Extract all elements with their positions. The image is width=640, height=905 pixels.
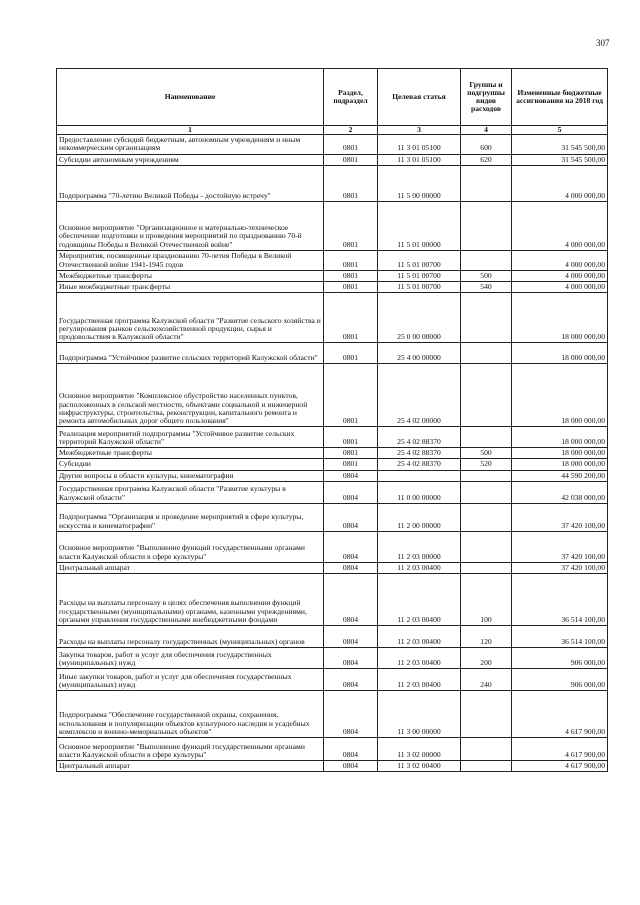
row-name: Государственная программа Калужской области "Развитие сельского хозяйства и регулирования рынков сельскохозяйственной продукции, сырья и продовольствия в Калужской области" xyxy=(57,293,324,343)
header-name: Наименование xyxy=(57,69,324,126)
row-group xyxy=(461,737,512,760)
row-section: 0804 xyxy=(324,562,378,573)
row-target: 25 4 02 00000 xyxy=(378,364,461,427)
row-name: Иные межбюджетные трансферты xyxy=(57,281,324,292)
row-group: 500 xyxy=(461,448,512,459)
row-name: Субсидии xyxy=(57,459,324,470)
table-row xyxy=(57,201,608,250)
row-name: Центральный аппарат xyxy=(57,562,324,573)
row-group: 500 xyxy=(461,270,512,281)
header-row xyxy=(57,69,608,126)
row-name: Другие вопросы в области культуры, кинематографии xyxy=(57,470,324,481)
row-amount: 4 000 000,00 xyxy=(512,281,608,292)
column-number: 4 xyxy=(461,126,512,135)
row-name: Расходы на выплаты персоналу государственных (муниципальных) органов xyxy=(57,625,324,647)
row-amount: 18 000 000,00 xyxy=(512,427,608,448)
row-name: Закупка товаров, работ и услуг для обеспечения государственных (муниципальных) нужд xyxy=(57,647,324,668)
row-group xyxy=(461,364,512,427)
row-section: 0801 xyxy=(324,293,378,343)
row-section: 0804 xyxy=(324,690,378,737)
row-amount: 18 000 000,00 xyxy=(512,459,608,470)
table-row xyxy=(57,531,608,562)
row-section: 0804 xyxy=(324,481,378,503)
row-name: Подпрограмма "Обеспечение государственной охраны, сохранения, использования и популяризации объектов культурного наследия и усадебных комплексов и военно-мемориальных объектов" xyxy=(57,690,324,737)
table-row xyxy=(57,562,608,573)
row-name: Субсидии автономным учреждениям xyxy=(57,154,324,165)
row-group xyxy=(461,293,512,343)
row-target: 11 2 03 00400 xyxy=(378,562,461,573)
table-body xyxy=(57,135,608,772)
row-amount: 4 000 000,00 xyxy=(512,250,608,270)
row-target: 11 5 01 00700 xyxy=(378,281,461,292)
row-amount: 44 590 200,00 xyxy=(512,470,608,481)
row-amount: 42 038 000,00 xyxy=(512,481,608,503)
row-section: 0804 xyxy=(324,625,378,647)
row-section: 0801 xyxy=(324,250,378,270)
row-section: 0801 xyxy=(324,427,378,448)
row-group xyxy=(461,562,512,573)
table-row xyxy=(57,135,608,154)
header-target: Целевая статья xyxy=(378,69,461,126)
table-row xyxy=(57,690,608,737)
table-row xyxy=(57,165,608,201)
row-section: 0804 xyxy=(324,668,378,690)
column-number: 3 xyxy=(378,126,461,135)
row-amount: 36 514 100,00 xyxy=(512,625,608,647)
table-row xyxy=(57,293,608,343)
row-group: 620 xyxy=(461,154,512,165)
row-group: 120 xyxy=(461,625,512,647)
row-target: 11 5 00 00000 xyxy=(378,165,461,201)
budget-table xyxy=(56,68,608,772)
table-row xyxy=(57,343,608,364)
row-amount: 4 000 000,00 xyxy=(512,201,608,250)
row-target: 11 5 01 00000 xyxy=(378,201,461,250)
row-amount: 4 000 000,00 xyxy=(512,165,608,201)
row-name: Основное мероприятие "Комплексное обустройство населенных пунктов, расположенных в сельской местности, объектами социальной и инженерной инфраструктуры, строительства, реконструкции, капитального ремонта и ремонта автомобильных дорог общего пользования" xyxy=(57,364,324,427)
row-group xyxy=(461,427,512,448)
table-row xyxy=(57,459,608,470)
table-row xyxy=(57,625,608,647)
row-name: Расходы на выплаты персоналу в целях обеспечения выполнения функций государственными (муниципальными) органами, казенными учреждениями, органами управления государственными внебюджетными фондами xyxy=(57,573,324,625)
row-amount: 31 545 500,00 xyxy=(512,154,608,165)
table-row xyxy=(57,270,608,281)
column-number: 5 xyxy=(512,126,608,135)
row-section: 0801 xyxy=(324,201,378,250)
row-group: 600 xyxy=(461,135,512,154)
row-amount: 4 617 900,00 xyxy=(512,760,608,771)
row-section: 0804 xyxy=(324,647,378,668)
row-section: 0804 xyxy=(324,531,378,562)
row-amount: 906 000,00 xyxy=(512,668,608,690)
row-target: 11 3 02 00400 xyxy=(378,760,461,771)
row-amount: 37 420 100,00 xyxy=(512,562,608,573)
row-target xyxy=(378,470,461,481)
row-target: 25 4 02 88370 xyxy=(378,448,461,459)
row-name: Реализация мероприятий подпрограммы "Устойчивое развитие сельских территорий Калужской области" xyxy=(57,427,324,448)
row-group: 100 xyxy=(461,573,512,625)
row-target: 11 2 03 00400 xyxy=(378,573,461,625)
table-row xyxy=(57,470,608,481)
row-name: Основное мероприятие "Выполнение функций государственными органами власти Калужской области в сфере культуры" xyxy=(57,531,324,562)
column-number: 2 xyxy=(324,126,378,135)
header-amount: Измененные бюджетные ассигнования на 2018 год xyxy=(512,69,608,126)
header-section: Раздел, подраздел xyxy=(324,69,378,126)
row-group: 200 xyxy=(461,647,512,668)
column-number-row xyxy=(57,126,608,135)
table-row xyxy=(57,281,608,292)
row-name: Государственная программа Калужской области "Развитие культуры в Калужской области" xyxy=(57,481,324,503)
row-section: 0801 xyxy=(324,459,378,470)
row-section: 0801 xyxy=(324,165,378,201)
row-group xyxy=(461,760,512,771)
table-row xyxy=(57,481,608,503)
row-amount: 906 000,00 xyxy=(512,647,608,668)
row-target: 25 4 02 88370 xyxy=(378,427,461,448)
row-amount: 37 420 100,00 xyxy=(512,531,608,562)
row-amount: 31 545 500,00 xyxy=(512,135,608,154)
row-name: Иные закупки товаров, работ и услуг для обеспечения государственных (муниципальных) нужд xyxy=(57,668,324,690)
row-target: 11 2 03 00400 xyxy=(378,625,461,647)
row-target: 11 5 01 00700 xyxy=(378,250,461,270)
table-row xyxy=(57,737,608,760)
row-amount: 18 000 000,00 xyxy=(512,448,608,459)
row-target: 25 4 00 00000 xyxy=(378,343,461,364)
table-row xyxy=(57,760,608,771)
row-target: 11 3 01 05100 xyxy=(378,154,461,165)
row-section: 0801 xyxy=(324,364,378,427)
row-section: 0801 xyxy=(324,281,378,292)
row-amount: 4 000 000,00 xyxy=(512,270,608,281)
row-amount: 4 617 900,00 xyxy=(512,737,608,760)
row-section: 0801 xyxy=(324,135,378,154)
row-target: 11 2 03 00400 xyxy=(378,647,461,668)
table-row xyxy=(57,250,608,270)
table-row xyxy=(57,427,608,448)
row-target: 25 0 00 00000 xyxy=(378,293,461,343)
row-amount: 18 000 000,00 xyxy=(512,364,608,427)
row-amount: 36 514 100,00 xyxy=(512,573,608,625)
table-row xyxy=(57,448,608,459)
row-name: Подпрограмма "Устойчивое развитие сельских территорий Калужской области" xyxy=(57,343,324,364)
row-group xyxy=(461,343,512,364)
row-target: 11 3 00 00000 xyxy=(378,690,461,737)
table-row xyxy=(57,573,608,625)
row-name: Мероприятия, посвященные празднованию 70-летия Победы в Великой Отечественной войне 1941-1945 годов xyxy=(57,250,324,270)
row-group: 540 xyxy=(461,281,512,292)
row-group: 520 xyxy=(461,459,512,470)
row-target: 11 2 00 00000 xyxy=(378,503,461,531)
row-section: 0804 xyxy=(324,737,378,760)
table-row xyxy=(57,668,608,690)
row-amount: 4 617 900,00 xyxy=(512,690,608,737)
row-amount: 18 000 000,00 xyxy=(512,343,608,364)
row-section: 0801 xyxy=(324,343,378,364)
row-name: Основное мероприятие "Организационное и материально-техническое обеспечение подготовки и проведения мероприятий по празднованию 70-й годовщины Победы в Великой Отечественной войне" xyxy=(57,201,324,250)
row-target: 11 0 00 00000 xyxy=(378,481,461,503)
page-number: 307 xyxy=(596,38,610,48)
row-group xyxy=(461,250,512,270)
row-group xyxy=(461,470,512,481)
row-section: 0804 xyxy=(324,760,378,771)
row-target: 11 3 01 05100 xyxy=(378,135,461,154)
row-target: 11 5 01 00700 xyxy=(378,270,461,281)
table-row xyxy=(57,503,608,531)
table-row xyxy=(57,154,608,165)
row-section: 0804 xyxy=(324,470,378,481)
header-group: Группы и подгруппы видов расходов xyxy=(461,69,512,126)
row-amount: 37 420 100,00 xyxy=(512,503,608,531)
row-name: Межбюджетные трансферты xyxy=(57,270,324,281)
row-target: 11 3 02 00000 xyxy=(378,737,461,760)
row-name: Основное мероприятие "Выполнение функций государственными органами власти Калужской области в сфере культуры" xyxy=(57,737,324,760)
row-name: Межбюджетные трансферты xyxy=(57,448,324,459)
row-section: 0804 xyxy=(324,503,378,531)
row-target: 11 2 03 00400 xyxy=(378,668,461,690)
row-amount: 18 000 000,00 xyxy=(512,293,608,343)
row-section: 0801 xyxy=(324,154,378,165)
row-name: Центральный аппарат xyxy=(57,760,324,771)
row-group xyxy=(461,503,512,531)
row-section: 0801 xyxy=(324,270,378,281)
row-group xyxy=(461,165,512,201)
row-group xyxy=(461,201,512,250)
row-group: 240 xyxy=(461,668,512,690)
row-section: 0804 xyxy=(324,573,378,625)
row-name: Подпрограмма "Организация и проведение мероприятий в сфере культуры, искусства и кинематографии" xyxy=(57,503,324,531)
table-row xyxy=(57,647,608,668)
row-name: Предоставление субсидий бюджетным, автономным учреждениям и иным некоммерческим организациям xyxy=(57,135,324,154)
row-target: 11 2 03 00000 xyxy=(378,531,461,562)
row-group xyxy=(461,481,512,503)
column-number: 1 xyxy=(57,126,324,135)
table-row xyxy=(57,364,608,427)
row-group xyxy=(461,531,512,562)
row-group xyxy=(461,690,512,737)
row-section: 0801 xyxy=(324,448,378,459)
row-name: Подпрограмма "70-летию Великой Победы - достойную встречу" xyxy=(57,165,324,201)
row-target: 25 4 02 88370 xyxy=(378,459,461,470)
